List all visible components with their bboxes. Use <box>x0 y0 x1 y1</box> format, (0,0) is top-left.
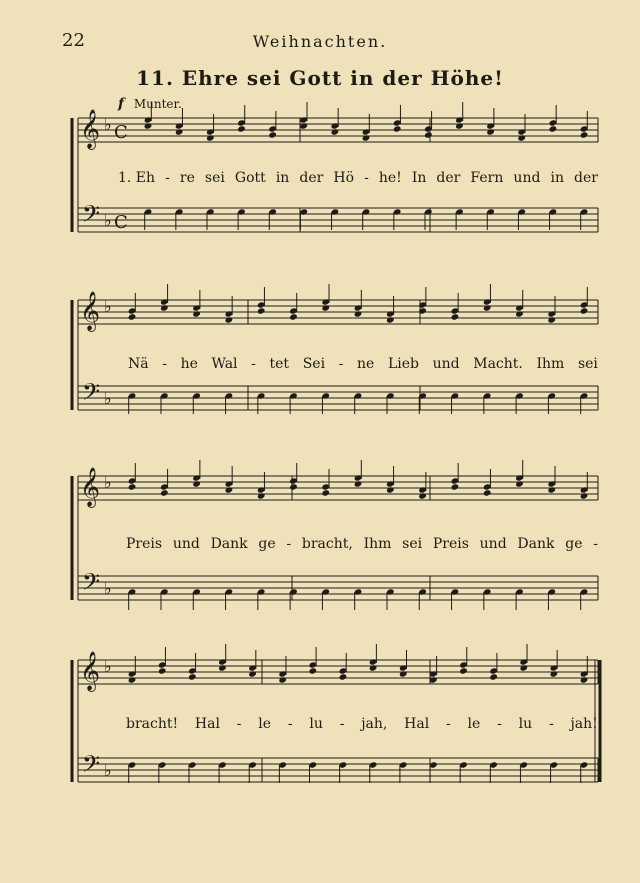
treble-notehead <box>321 304 330 311</box>
treble-notehead <box>483 304 492 311</box>
treble-notehead <box>128 313 137 320</box>
treble-notehead <box>321 489 330 496</box>
treble-notehead <box>549 125 558 132</box>
lyric-syllable: in <box>550 170 564 186</box>
lyric-line-2 <box>128 356 598 372</box>
treble-notehead <box>331 128 340 135</box>
treble-notehead <box>268 131 277 138</box>
lyric-syllable: lu <box>518 716 533 732</box>
treble-notehead <box>393 125 402 132</box>
lyric-syllable: - <box>286 536 292 552</box>
lyric-syllable: - <box>162 356 167 372</box>
lyric-syllable: Fern <box>470 170 504 186</box>
treble-notehead <box>192 480 201 487</box>
treble-notehead <box>515 480 524 487</box>
lyric-syllable: Dank <box>210 536 248 552</box>
treble-notehead <box>278 676 287 683</box>
lyric-syllable: re <box>179 170 195 186</box>
treble-notehead <box>517 134 526 141</box>
lyric-syllable: In <box>411 170 427 186</box>
lyric-syllable: Preis <box>432 536 469 552</box>
lyric-syllable: Lieb <box>387 356 419 372</box>
key-flat-treble-1: ♭ <box>104 115 112 134</box>
time-signature-treble: C <box>114 122 128 143</box>
treble-notehead <box>486 128 495 135</box>
lyric-syllable: bracht! <box>126 716 179 732</box>
bass-clef-3: 𝄢 <box>82 568 101 601</box>
lyric-syllable: jah! <box>570 716 598 732</box>
key-flat-treble-4: ♭ <box>104 657 112 676</box>
treble-notehead <box>309 667 318 674</box>
lyric-syllable: Hal <box>194 716 220 732</box>
treble-notehead <box>580 307 589 314</box>
lyric-syllable: - <box>497 716 502 732</box>
lyric-syllable: - <box>446 716 451 732</box>
lyric-syllable: Ihm <box>363 536 392 552</box>
lyric-syllable: - <box>364 170 369 186</box>
treble-notehead <box>547 316 556 323</box>
lyric-syllable: - <box>338 356 344 372</box>
lyric-line-4 <box>126 716 598 732</box>
treble-notehead <box>451 313 460 320</box>
treble-notehead <box>257 307 266 314</box>
treble-notehead <box>451 483 460 490</box>
treble-notehead <box>144 122 153 129</box>
lyric-syllable: he! <box>378 170 402 186</box>
lyric-syllable: und <box>513 170 541 186</box>
treble-notehead <box>289 313 298 320</box>
bass-clef-4: 𝄢 <box>82 750 101 783</box>
treble-notehead <box>519 664 528 671</box>
key-flat-bass-4: ♭ <box>104 761 112 780</box>
page-number: 22 <box>62 30 85 51</box>
treble-notehead <box>299 122 308 129</box>
lyric-syllable: Wal <box>211 356 238 372</box>
key-flat-treble-2: ♭ <box>104 297 112 316</box>
lyric-syllable: Gott <box>234 170 266 186</box>
treble-clef-3: 𝄞 <box>80 467 101 507</box>
lyric-syllable: und <box>172 536 200 552</box>
treble-notehead <box>483 489 492 496</box>
lyric-syllable: Preis <box>126 536 163 552</box>
lyric-syllable: le <box>467 716 481 732</box>
treble-notehead <box>580 131 589 138</box>
treble-notehead <box>225 486 234 493</box>
lyric-syllable: Hö <box>333 170 355 186</box>
lyric-syllable: der <box>299 170 324 186</box>
lyric-syllable: - <box>251 356 256 372</box>
lyric-line-1 <box>118 170 598 186</box>
treble-notehead <box>424 131 433 138</box>
treble-notehead <box>550 670 559 677</box>
treble-notehead <box>580 676 589 683</box>
dynamic-mark: f <box>118 96 125 112</box>
lyric-syllable: le <box>258 716 272 732</box>
lyric-syllable: und <box>432 356 460 372</box>
lyric-syllable: lu <box>309 716 323 732</box>
treble-notehead <box>160 304 169 311</box>
treble-notehead <box>515 310 524 317</box>
lyric-syllable: ge <box>565 536 583 552</box>
treble-notehead <box>354 310 363 317</box>
lyric-syllable: und <box>479 536 507 552</box>
treble-notehead <box>418 492 427 499</box>
lyric-syllable: jah, <box>361 716 388 732</box>
key-flat-bass-2: ♭ <box>104 389 112 408</box>
lyric-syllable: in <box>275 170 290 186</box>
bass-clef-1: 𝄢 <box>82 200 101 233</box>
treble-notehead <box>362 134 371 141</box>
lyric-syllable: bracht, <box>301 536 353 552</box>
treble-notehead <box>547 486 556 493</box>
treble-notehead <box>339 673 348 680</box>
treble-notehead <box>160 489 169 496</box>
treble-notehead <box>128 676 137 683</box>
treble-clef-1: 𝄞 <box>80 109 101 149</box>
lyric-syllable: Nä <box>128 356 149 372</box>
treble-clef-2: 𝄞 <box>80 291 101 331</box>
treble-notehead <box>175 128 184 135</box>
lyric-syllable: - <box>165 170 170 186</box>
hymn-title: 11. Ehre sei Gott in der Höhe! <box>136 66 504 90</box>
lyric-syllable: sei <box>402 536 423 552</box>
treble-notehead <box>225 316 234 323</box>
lyric-syllable: - <box>236 716 242 732</box>
lyric-syllable: Sei <box>302 356 326 372</box>
key-flat-bass-3: ♭ <box>104 579 112 598</box>
key-flat-bass-1: ♭ <box>104 211 112 230</box>
time-signature-bass: C <box>114 212 128 233</box>
lyric-syllable: Dank <box>517 536 555 552</box>
treble-notehead <box>257 492 266 499</box>
treble-notehead <box>386 486 395 493</box>
lyric-line-3 <box>126 536 598 552</box>
treble-notehead <box>158 667 167 674</box>
treble-notehead <box>580 492 589 499</box>
treble-notehead <box>248 670 257 677</box>
lyric-syllable: der <box>574 170 598 186</box>
lyric-syllable: - <box>593 536 598 552</box>
key-flat-treble-3: ♭ <box>104 473 112 492</box>
lyric-syllable: - <box>287 716 293 732</box>
lyric-syllable: - <box>548 716 554 732</box>
treble-notehead <box>128 483 137 490</box>
lyric-syllable: Ihm <box>536 356 565 372</box>
lyric-syllable: der <box>436 170 461 186</box>
treble-clef-4: 𝄞 <box>80 651 101 691</box>
lyric-syllable: tet <box>269 356 290 372</box>
treble-notehead <box>455 122 464 129</box>
lyric-syllable: Hal <box>404 716 430 732</box>
lyric-syllable: sei <box>204 170 225 186</box>
treble-notehead <box>206 134 215 141</box>
tempo-text: Munter. <box>133 97 182 111</box>
lyric-syllable: Macht. <box>473 356 523 372</box>
treble-notehead <box>459 667 468 674</box>
treble-notehead <box>218 664 227 671</box>
treble-notehead <box>237 125 246 132</box>
treble-notehead <box>192 310 201 317</box>
lyric-syllable: - <box>339 716 345 732</box>
treble-notehead <box>289 483 298 490</box>
treble-notehead <box>399 670 408 677</box>
lyric-syllable: ne <box>357 356 375 372</box>
lyric-syllable: ge <box>258 536 276 552</box>
treble-notehead <box>354 480 363 487</box>
treble-notehead <box>489 673 498 680</box>
lyric-syllable: sei <box>577 356 598 372</box>
treble-notehead <box>188 673 197 680</box>
bass-clef-2: 𝄢 <box>82 378 101 411</box>
treble-notehead <box>386 316 395 323</box>
lyric-syllable: 1. Eh <box>118 170 156 186</box>
treble-notehead <box>369 664 378 671</box>
lyric-syllable: he <box>180 356 198 372</box>
running-head: Weihnachten. <box>252 32 388 51</box>
